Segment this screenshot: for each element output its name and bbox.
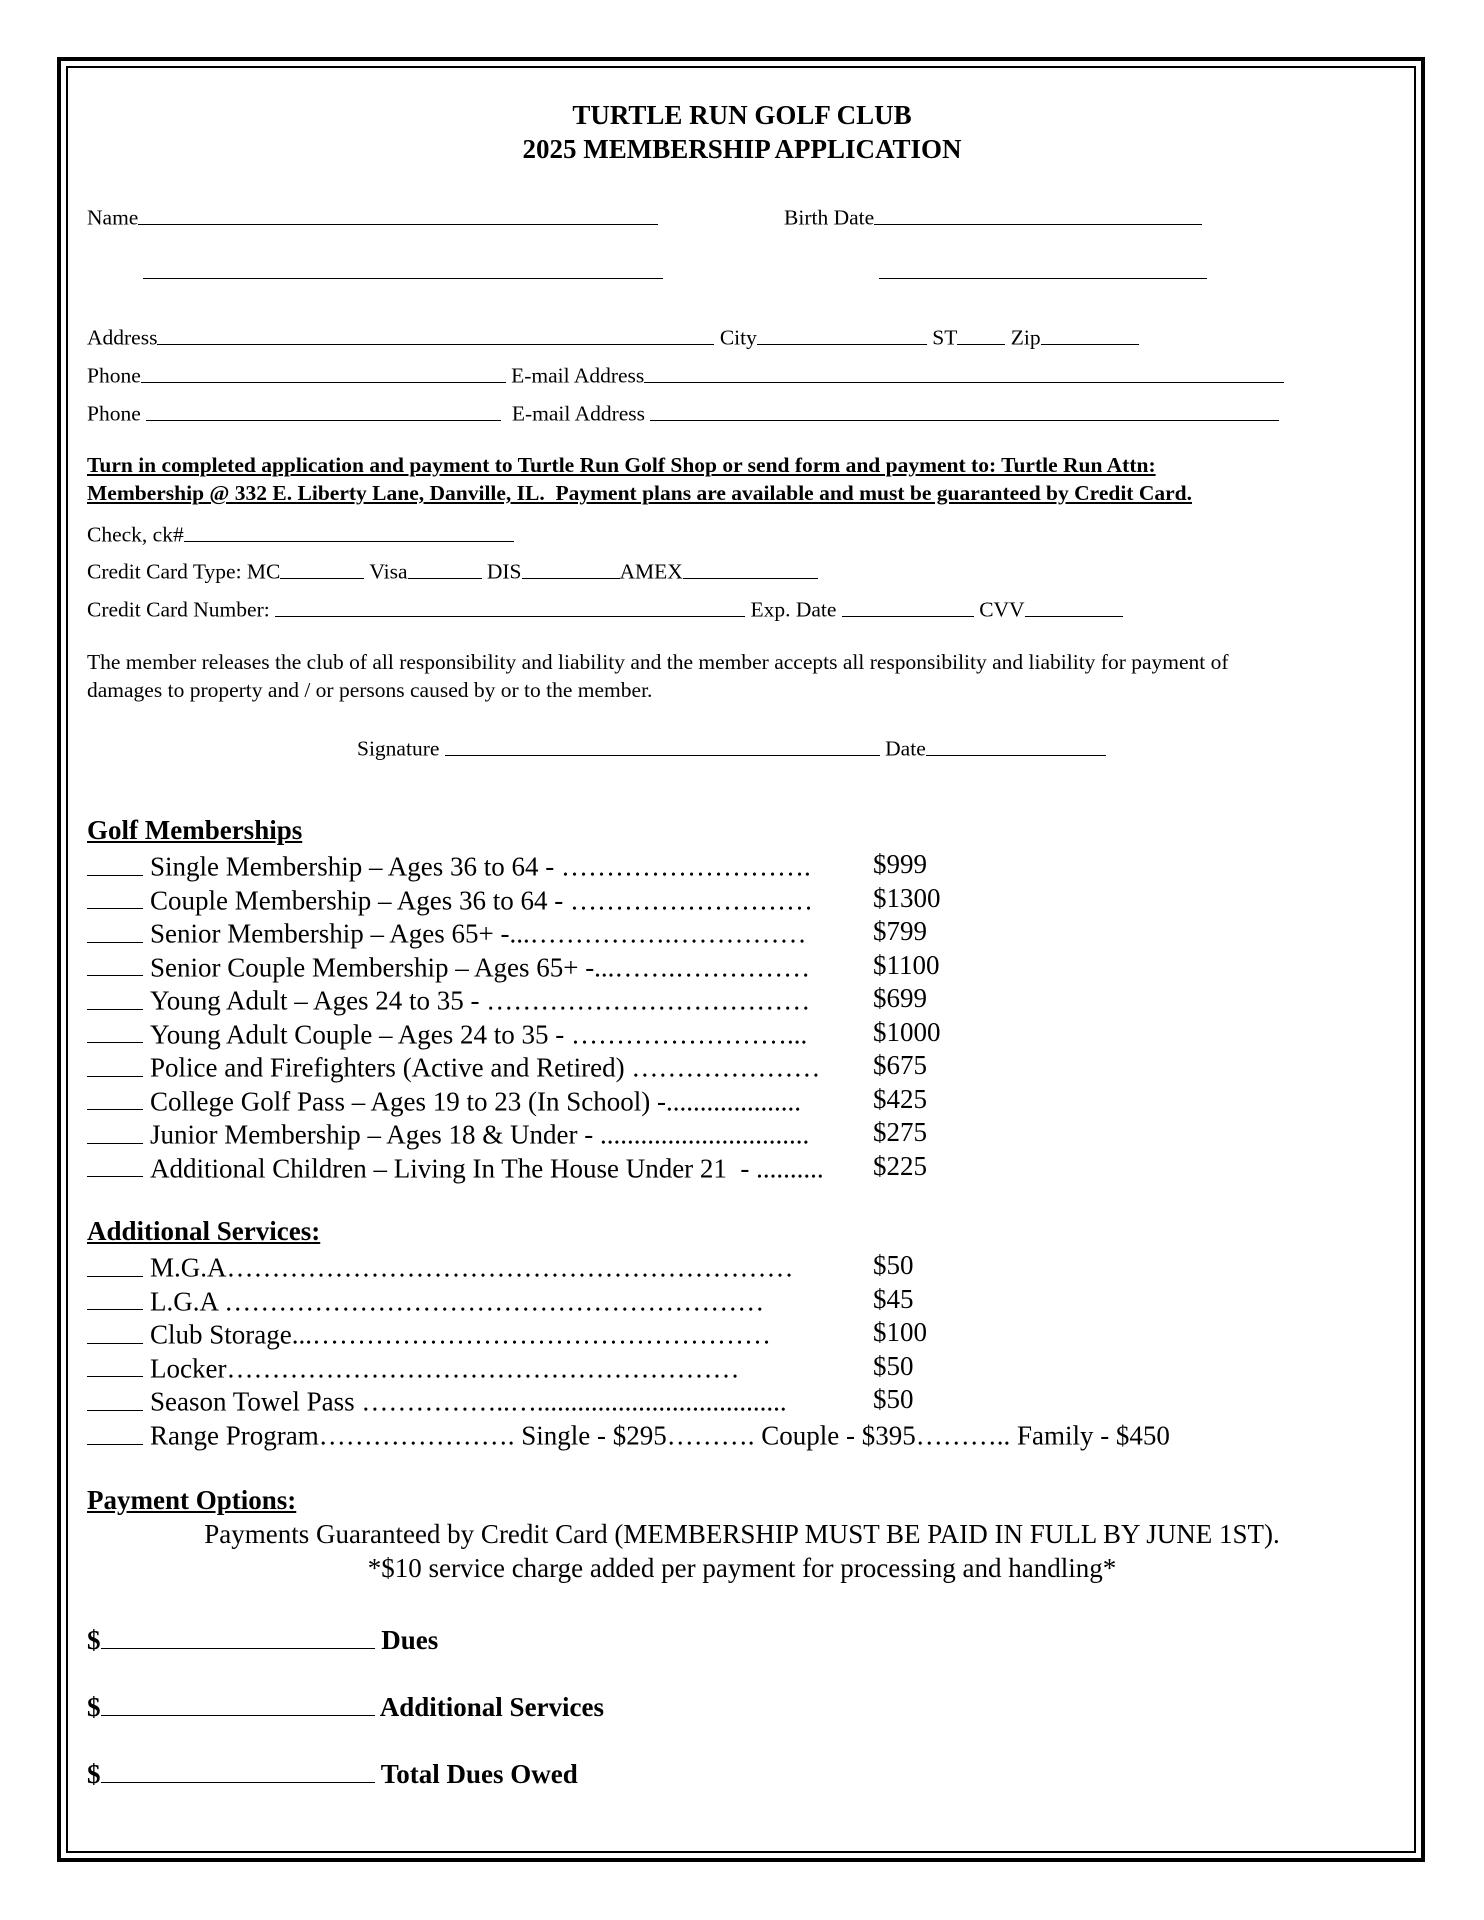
dues-currency: $ xyxy=(87,1625,101,1655)
additional-label: Additional Services xyxy=(379,1692,605,1722)
range-program-label: Range Program…………………. Single - $295………. Couple - $395……….. Family - $450 xyxy=(150,1420,1170,1451)
membership-item-row xyxy=(87,1050,820,1084)
zip-label: Zip xyxy=(1010,325,1041,350)
birth-date-line-2[interactable] xyxy=(879,256,1207,279)
phone-email-row-1 xyxy=(87,360,1284,389)
membership-item-checkbox[interactable] xyxy=(87,1017,143,1044)
phone-line-1[interactable] xyxy=(141,360,506,383)
club-title: TURTLE RUN GOLF CLUB xyxy=(572,100,912,130)
name-label: Name xyxy=(87,205,139,230)
membership-item-label: Senior Couple Membership – Ages 65+ -...…….…………… xyxy=(150,952,811,983)
email-line-1[interactable] xyxy=(644,360,1284,383)
membership-item-price: $799 xyxy=(873,916,927,946)
amex-line[interactable] xyxy=(683,556,818,579)
membership-item-label: Junior Membership – Ages 18 & Under - ............................... xyxy=(150,1119,810,1150)
membership-item-checkbox[interactable] xyxy=(87,1151,143,1178)
birth-date-field[interactable] xyxy=(784,202,1202,231)
total-line[interactable] xyxy=(101,1755,375,1783)
dis-line[interactable] xyxy=(522,556,620,579)
state-label: ST xyxy=(932,325,958,350)
membership-item-row xyxy=(87,950,810,984)
range-program-row xyxy=(87,1418,1170,1452)
additional-services-heading: Additional Services: xyxy=(87,1216,321,1246)
membership-item-checkbox[interactable] xyxy=(87,1084,143,1111)
city-line[interactable] xyxy=(757,322,927,345)
service-item-price: $50 xyxy=(873,1384,914,1414)
membership-item-price: $699 xyxy=(873,983,927,1013)
signature-row xyxy=(357,733,1106,762)
email-label-1: E-mail Address xyxy=(511,363,645,388)
membership-item-row xyxy=(87,1117,809,1151)
check-label: Check, ck# xyxy=(87,522,184,547)
instructions-line-1: Turn in completed application and payment to Turtle Run Golf Shop or send form and payment to: Turtle Run Attn: xyxy=(87,453,1156,477)
mc-line[interactable] xyxy=(280,556,364,579)
membership-item-row xyxy=(87,916,806,950)
service-item-label: Season Towel Pass ……………..…..................................... xyxy=(150,1386,787,1417)
service-item-label: Locker………………………………………………… xyxy=(150,1353,740,1384)
service-item-row xyxy=(87,1351,739,1385)
check-field xyxy=(87,519,514,548)
birth-date-label: Birth Date xyxy=(784,205,875,230)
membership-item-row xyxy=(87,1084,801,1118)
exp-date-line[interactable] xyxy=(842,594,974,617)
membership-item-price: $275 xyxy=(873,1117,927,1147)
service-item-row xyxy=(87,1284,764,1318)
instructions-line-2: Membership @ 332 E. Liberty Lane, Danville, IL. Payment plans are available and must be guaranteed by Credit Card. xyxy=(87,481,1192,505)
signature-label: Signature xyxy=(357,736,440,761)
membership-item-price: $1100 xyxy=(873,949,940,980)
cvv-label: CVV xyxy=(979,597,1025,622)
card-number-line[interactable] xyxy=(275,594,745,617)
service-item-checkbox[interactable] xyxy=(87,1284,143,1311)
card-number-label: Credit Card Number: xyxy=(87,597,270,622)
signature-date-label: Date xyxy=(885,736,926,761)
visa-line[interactable] xyxy=(408,556,482,579)
service-item-row xyxy=(87,1317,771,1351)
total-dues-row xyxy=(87,1755,578,1790)
dis-label: DIS xyxy=(486,559,522,584)
membership-item-price: $425 xyxy=(873,1083,927,1114)
membership-item-price: $675 xyxy=(873,1050,927,1080)
phone-label-1: Phone xyxy=(87,363,141,388)
membership-item-row xyxy=(87,1151,824,1185)
service-item-checkbox[interactable] xyxy=(87,1384,143,1411)
service-item-row xyxy=(87,1250,794,1284)
phone-label-2: Phone xyxy=(87,401,141,426)
membership-item-price: $225 xyxy=(873,1150,927,1181)
service-item-label: M.G.A……………………………………………………… xyxy=(150,1252,794,1283)
address-label: Address xyxy=(87,325,158,350)
membership-item-label: Police and Firefighters (Active and Retired) ………………… xyxy=(150,1052,821,1083)
card-number-row xyxy=(87,594,1123,623)
signature-line[interactable] xyxy=(445,733,880,756)
visa-label: Visa xyxy=(369,559,408,584)
phone-email-row-2 xyxy=(87,398,1279,427)
membership-item-label: Senior Membership – Ages 65+ -...…………….…………… xyxy=(150,918,807,949)
name-field[interactable] xyxy=(87,202,658,231)
membership-item-row xyxy=(87,983,810,1017)
membership-item-label: Additional Children – Living In The House Under 21 - .......... xyxy=(150,1153,824,1184)
membership-item-checkbox[interactable] xyxy=(87,950,143,977)
address-line[interactable] xyxy=(157,322,714,345)
dues-line[interactable] xyxy=(101,1621,375,1649)
check-line[interactable] xyxy=(184,519,514,542)
email-line-2[interactable] xyxy=(650,398,1279,421)
exp-date-label: Exp. Date xyxy=(750,597,837,622)
additional-services-total-row xyxy=(87,1688,604,1723)
service-item-checkbox[interactable] xyxy=(87,1250,143,1277)
name-line[interactable] xyxy=(138,202,658,225)
membership-item-label: Young Adult Couple – Ages 24 to 35 - ……………………... xyxy=(150,1019,808,1050)
signature-date-line[interactable] xyxy=(926,733,1106,756)
golf-memberships-heading: Golf Memberships xyxy=(87,815,303,845)
membership-item-checkbox[interactable] xyxy=(87,1050,143,1077)
service-item-label: L.G.A …………………………………………………… xyxy=(150,1286,765,1317)
total-currency: $ xyxy=(87,1759,101,1789)
membership-item-checkbox[interactable] xyxy=(87,1117,143,1144)
membership-item-price: $999 xyxy=(873,849,927,879)
membership-item-row xyxy=(87,1017,807,1051)
service-item-price: $50 xyxy=(873,1250,914,1280)
name-line-2[interactable] xyxy=(143,256,663,279)
form-title: 2025 MEMBERSHIP APPLICATION xyxy=(522,134,962,164)
city-label: City xyxy=(719,325,757,350)
release-line-1: The member releases the club of all responsibility and liability and the member accepts all responsibility and liability for payment of xyxy=(87,650,1229,674)
additional-line[interactable] xyxy=(101,1688,375,1716)
dues-row xyxy=(87,1621,438,1656)
release-line-2: damages to property and / or persons caused by or to the member. xyxy=(87,678,653,702)
membership-item-row xyxy=(87,849,811,883)
membership-item-row xyxy=(87,883,813,917)
address-row xyxy=(87,322,1139,351)
membership-item-price: $1300 xyxy=(873,882,941,913)
membership-item-price: $1000 xyxy=(873,1016,941,1047)
cvv-line[interactable] xyxy=(1025,594,1123,617)
service-item-checkbox[interactable] xyxy=(87,1317,143,1344)
payment-options-line-2: *$10 service charge added per payment for processing and handling* xyxy=(367,1553,1117,1583)
service-item-row xyxy=(87,1384,787,1418)
amex-label: AMEX xyxy=(619,559,683,584)
state-line[interactable] xyxy=(957,322,1005,345)
birth-date-line[interactable] xyxy=(874,202,1202,225)
service-item-checkbox[interactable] xyxy=(87,1351,143,1378)
membership-item-checkbox[interactable] xyxy=(87,983,143,1010)
service-item-price: $100 xyxy=(873,1317,927,1347)
membership-item-label: Couple Membership – Ages 36 to 64 - ……………………… xyxy=(150,885,813,916)
total-label: Total Dues Owed xyxy=(380,1759,578,1789)
membership-item-checkbox[interactable] xyxy=(87,883,143,910)
range-program-checkbox[interactable] xyxy=(87,1418,143,1445)
membership-item-checkbox[interactable] xyxy=(87,849,143,876)
service-item-label: Club Storage...…………………………………………… xyxy=(150,1319,771,1350)
card-type-row xyxy=(87,556,818,585)
payment-options-heading: Payment Options: xyxy=(87,1485,297,1515)
membership-item-label: Young Adult – Ages 24 to 35 - ……………………………… xyxy=(150,985,811,1016)
payment-options-line-1: Payments Guaranteed by Credit Card (MEMBERSHIP MUST BE PAID IN FULL BY JUNE 1ST). xyxy=(204,1519,1280,1549)
membership-item-checkbox[interactable] xyxy=(87,916,143,943)
additional-currency: $ xyxy=(87,1692,101,1722)
zip-line[interactable] xyxy=(1041,322,1139,345)
service-item-price: $45 xyxy=(873,1283,914,1314)
dues-label: Dues xyxy=(381,1625,439,1655)
phone-line-2[interactable] xyxy=(146,398,501,421)
membership-item-label: College Golf Pass – Ages 19 to 23 (In School) -.................... xyxy=(150,1086,801,1117)
email-label-2: E-mail Address xyxy=(511,401,646,426)
card-type-label: Credit Card Type: MC xyxy=(87,559,281,584)
service-item-price: $50 xyxy=(873,1350,914,1381)
membership-item-label: Single Membership – Ages 36 to 64 - ………………………. xyxy=(150,851,811,882)
